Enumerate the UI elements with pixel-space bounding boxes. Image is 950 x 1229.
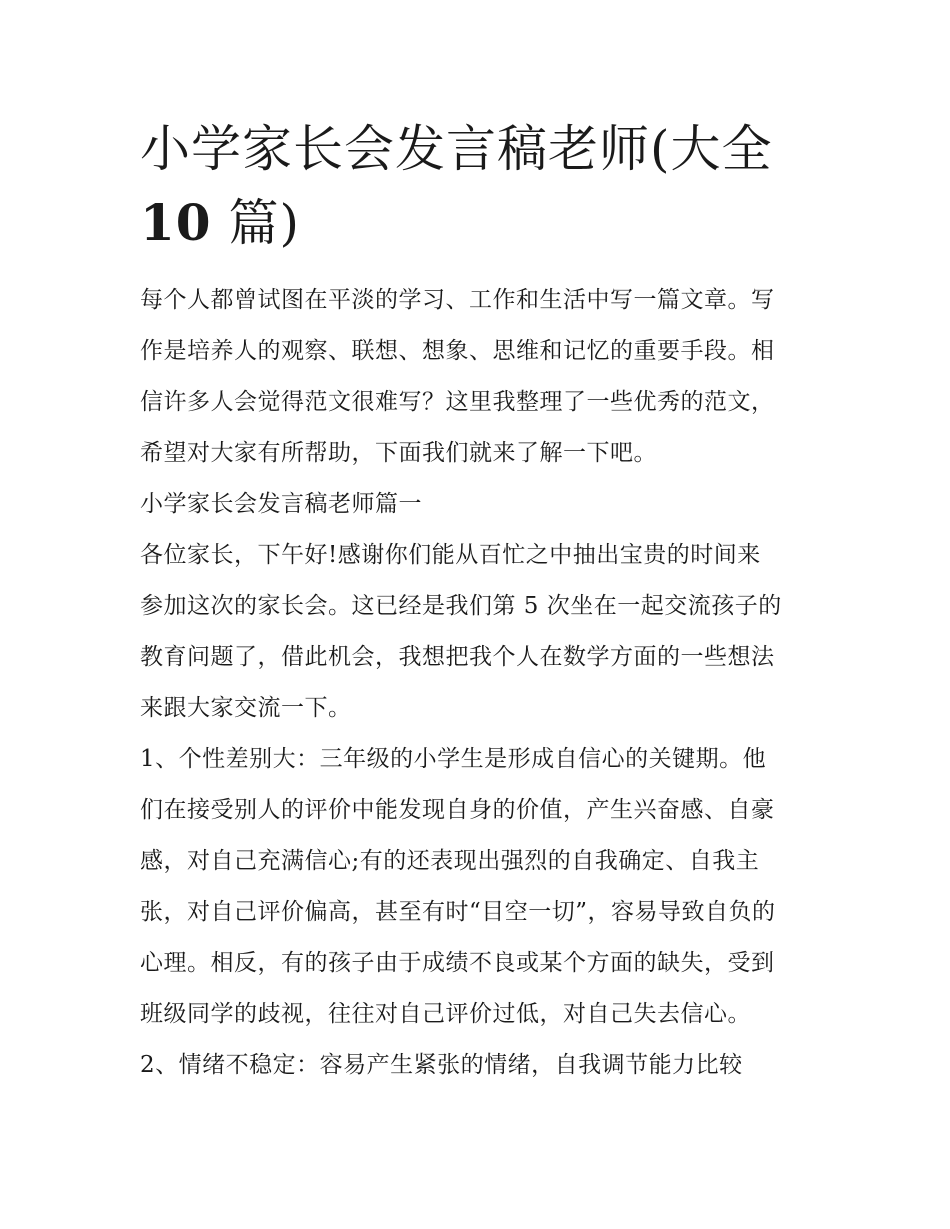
opening-line: 各位家长，下午好!感谢你们能从百忙之中抽出宝贵的时间来 — [140, 542, 761, 568]
title-line-1: 小学家长会发言稿老师(大全 — [140, 120, 773, 178]
intro-line: 每个人都曾试图在平淡的学习、工作和生活中写一篇文章。写 — [140, 287, 775, 313]
point1-line: 张，对自己评价偏高，甚至有时“目空一切”，容易导致自负的 — [140, 899, 776, 925]
title-line-2 — [140, 186, 820, 260]
point1-line: 感，对自己充满信心;有的还表现出强烈的自我确定、自我主 — [140, 848, 760, 874]
title-count: 10 — [140, 193, 212, 252]
point1-line: 1、个性差别大：三年级的小学生是形成自信心的关键期。他 — [140, 746, 767, 772]
intro-line: 作是培养人的观察、联想、想象、思维和记忆的重要手段。相 — [140, 338, 775, 364]
intro-line: 希望对大家有所帮助，下面我们就来了解一下吧。 — [140, 440, 657, 466]
point1-line: 心理。相反，有的孩子由于成绩不良或某个方面的缺失，受到 — [140, 950, 775, 976]
point1-line: 班级同学的歧视，往往对自己评价过低，对自己失去信心。 — [140, 1001, 751, 1027]
point1-line: 们在接受别人的评价中能发现自身的价值，产生兴奋感、自豪 — [140, 797, 775, 823]
opening-line: 参加这次的家长会。这已经是我们第 5 次坐在一起交流孩子的 — [140, 593, 782, 619]
title-suffix: 篇) — [211, 194, 300, 252]
document-title — [140, 112, 820, 260]
opening-line: 教育问题了，借此机会，我想把我个人在数学方面的一些想法 — [140, 644, 775, 670]
point2-line: 2、情绪不稳定：容易产生紧张的情绪，自我调节能力比较 — [140, 1052, 743, 1078]
opening-line: 来跟大家交流一下。 — [140, 695, 352, 721]
intro-line: 信许多人会觉得范文很难写？这里我整理了一些优秀的范文， — [140, 389, 775, 415]
section-heading: 小学家长会发言稿老师篇一 — [140, 491, 422, 517]
